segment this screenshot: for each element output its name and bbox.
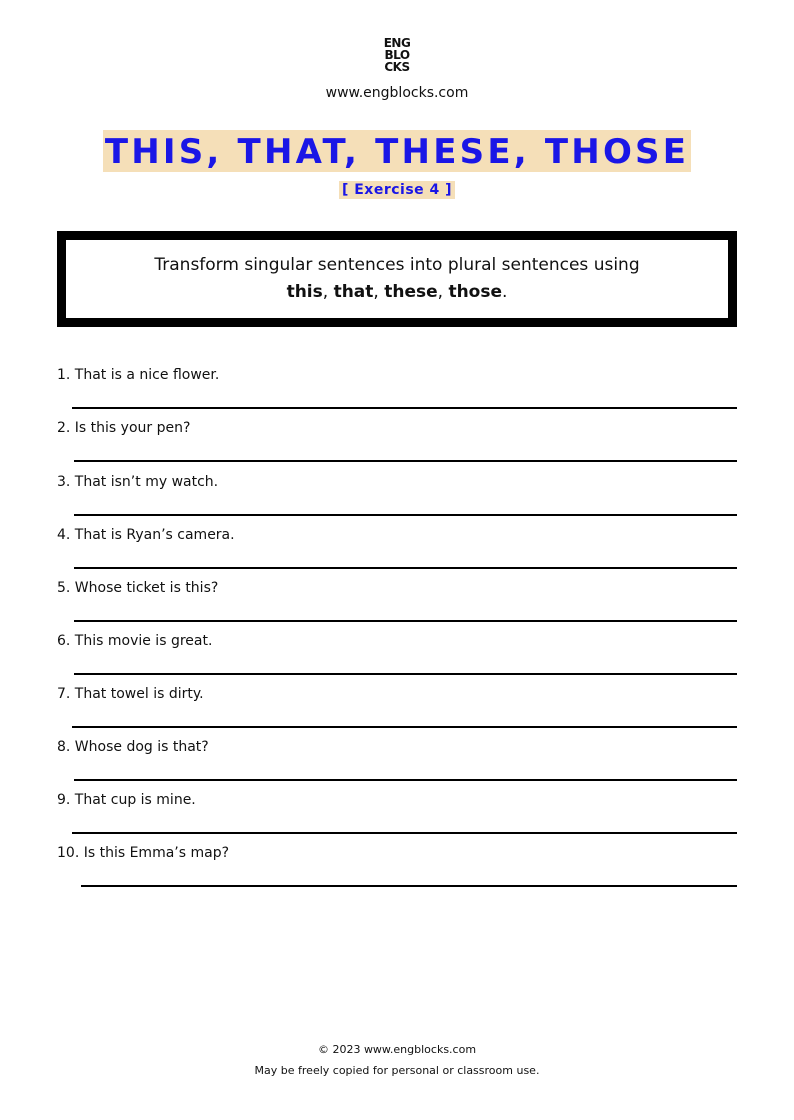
subtitle-container	[0, 179, 794, 199]
answer-line-9[interactable]	[72, 832, 737, 834]
worksheet-title: THIS, THAT, THESE, THOSE	[104, 132, 690, 172]
instructions-text: Transform singular sentences into plural sentences using	[154, 255, 640, 275]
footer-copyright: © 2023 www.engblocks.com	[317, 1043, 477, 1056]
answer-line-3[interactable]	[74, 514, 737, 516]
answer-line-4[interactable]	[74, 567, 737, 569]
footer-license: May be freely copied for personal or classroom use.	[254, 1064, 540, 1077]
exercise-label: [ Exercise 4 ]	[339, 181, 455, 199]
answer-line-5[interactable]	[74, 620, 737, 622]
keyword-those: those	[448, 282, 503, 302]
question-9: 9. That cup is mine.	[57, 792, 196, 808]
engblocks-logo	[0, 37, 794, 73]
instructions-box	[57, 231, 737, 327]
question-1: 1. That is a nice flower.	[57, 367, 220, 383]
answer-line-8[interactable]	[74, 779, 737, 781]
instructions-period: .	[502, 282, 508, 302]
keyword-separator: ,	[437, 282, 449, 302]
question-8: 8. Whose dog is that?	[57, 739, 209, 755]
answer-line-10[interactable]	[81, 885, 737, 887]
keyword-this: this	[286, 282, 323, 302]
keyword-separator: ,	[373, 282, 385, 302]
instructions-keywords	[287, 279, 508, 306]
logo-line: BLO	[384, 48, 410, 62]
question-2: 2. Is this your pen?	[57, 420, 191, 436]
answer-line-1[interactable]	[72, 407, 737, 409]
logo-line: CKS	[384, 60, 410, 74]
question-7: 7. That towel is dirty.	[57, 686, 204, 702]
keyword-these: these	[384, 282, 438, 302]
keyword-that: that	[333, 282, 374, 302]
question-4: 4. That is Ryan’s camera.	[57, 527, 235, 543]
keyword-separator: ,	[322, 282, 334, 302]
question-10: 10. Is this Emma’s map?	[57, 845, 230, 861]
answer-line-2[interactable]	[74, 460, 737, 462]
site-url[interactable]: www.engblocks.com	[325, 85, 469, 101]
question-3: 3. That isn’t my watch.	[57, 474, 219, 490]
question-5: 5. Whose ticket is this?	[57, 580, 219, 596]
title-container	[0, 130, 794, 172]
answer-line-7[interactable]	[72, 726, 737, 728]
answer-line-6[interactable]	[74, 673, 737, 675]
logo-line: ENG	[383, 36, 411, 50]
question-6: 6. This movie is great.	[57, 633, 213, 649]
